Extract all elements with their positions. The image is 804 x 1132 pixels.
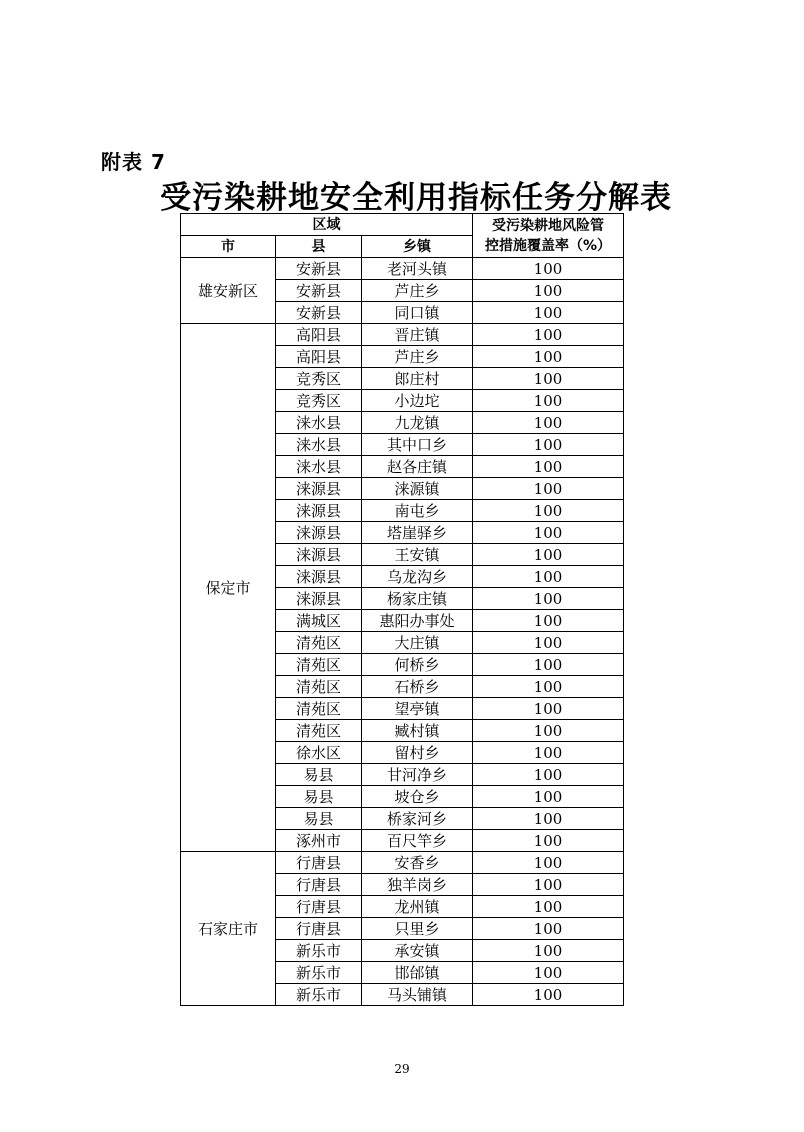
rate-cell: 100 [473,434,624,456]
rate-cell: 100 [473,280,624,302]
rate-cell: 100 [473,786,624,808]
rate-cell: 100 [473,412,624,434]
county-cell: 行唐县 [276,852,362,874]
town-cell: 赵各庄镇 [362,456,473,478]
table-row [181,852,624,874]
task-breakdown-table [180,213,624,1006]
county-cell: 新乐市 [276,984,362,1006]
county-cell: 行唐县 [276,896,362,918]
city-cell: 石家庄市 [181,852,276,1006]
county-cell: 满城区 [276,610,362,632]
county-cell: 徐水区 [276,742,362,764]
town-cell: 小边坨 [362,390,473,412]
county-cell: 涿州市 [276,830,362,852]
rate-cell: 100 [473,456,624,478]
rate-cell: 100 [473,896,624,918]
appendix-label: 附表 7 [101,150,166,174]
city-cell: 雄安新区 [181,258,276,324]
town-cell: 臧村镇 [362,720,473,742]
county-cell: 易县 [276,786,362,808]
rate-cell: 100 [473,632,624,654]
rate-cell: 100 [473,588,624,610]
town-cell: 留村乡 [362,742,473,764]
town-cell: 王安镇 [362,544,473,566]
town-cell: 老河头镇 [362,258,473,280]
rate-cell: 100 [473,940,624,962]
town-cell: 石桥乡 [362,676,473,698]
county-cell: 新乐市 [276,962,362,984]
rate-cell: 100 [473,764,624,786]
county-cell: 高阳县 [276,346,362,368]
table-body [181,258,624,1006]
town-cell: 邯邰镇 [362,962,473,984]
rate-cell: 100 [473,962,624,984]
rate-cell: 100 [473,720,624,742]
county-cell: 安新县 [276,280,362,302]
town-cell: 芦庄乡 [362,280,473,302]
rate-cell: 100 [473,874,624,896]
town-cell: 百尺竿乡 [362,830,473,852]
rate-cell: 100 [473,346,624,368]
county-cell: 涞源县 [276,544,362,566]
town-cell: 桥家河乡 [362,808,473,830]
rate-cell: 100 [473,676,624,698]
header-metric [473,214,624,258]
town-cell: 望亭镇 [362,698,473,720]
town-cell: 南屯乡 [362,500,473,522]
header-county: 县 [276,236,362,258]
county-cell: 清苑区 [276,632,362,654]
city-cell: 保定市 [181,324,276,852]
town-cell: 独羊岗乡 [362,874,473,896]
county-cell: 清苑区 [276,698,362,720]
rate-cell: 100 [473,302,624,324]
town-cell: 杨家庄镇 [362,588,473,610]
rate-cell: 100 [473,390,624,412]
county-cell: 易县 [276,808,362,830]
town-cell: 安香乡 [362,852,473,874]
county-cell: 清苑区 [276,676,362,698]
rate-cell: 100 [473,258,624,280]
town-cell: 郎庄村 [362,368,473,390]
town-cell: 甘河净乡 [362,764,473,786]
county-cell: 涞水县 [276,412,362,434]
table-row [181,258,624,280]
county-cell: 清苑区 [276,654,362,676]
county-cell: 安新县 [276,258,362,280]
county-cell: 涞源县 [276,566,362,588]
header-metric-line2: 控措施覆盖率（%） [484,237,612,254]
page-number: 29 [394,1062,410,1076]
document-title: 受污染耕地安全利用指标任务分解表 [160,180,672,216]
rate-cell: 100 [473,852,624,874]
town-cell: 芦庄乡 [362,346,473,368]
header-city: 市 [181,236,276,258]
town-cell: 惠阳办事处 [362,610,473,632]
county-cell: 涞水县 [276,434,362,456]
county-cell: 高阳县 [276,324,362,346]
county-cell: 涞源县 [276,478,362,500]
rate-cell: 100 [473,984,624,1006]
county-cell: 涞源县 [276,522,362,544]
rate-cell: 100 [473,500,624,522]
town-cell: 塔崖驿乡 [362,522,473,544]
county-cell: 竞秀区 [276,368,362,390]
county-cell: 易县 [276,764,362,786]
rate-cell: 100 [473,522,624,544]
county-cell: 新乐市 [276,940,362,962]
header-region: 区域 [181,214,473,236]
header-town: 乡镇 [362,236,473,258]
town-cell: 其中口乡 [362,434,473,456]
town-cell: 马头铺镇 [362,984,473,1006]
town-cell: 何桥乡 [362,654,473,676]
town-cell: 涞源镇 [362,478,473,500]
town-cell: 承安镇 [362,940,473,962]
rate-cell: 100 [473,654,624,676]
rate-cell: 100 [473,808,624,830]
town-cell: 大庄镇 [362,632,473,654]
rate-cell: 100 [473,830,624,852]
rate-cell: 100 [473,544,624,566]
rate-cell: 100 [473,698,624,720]
rate-cell: 100 [473,610,624,632]
town-cell: 晋庄镇 [362,324,473,346]
town-cell: 九龙镇 [362,412,473,434]
town-cell: 同口镇 [362,302,473,324]
rate-cell: 100 [473,566,624,588]
town-cell: 乌龙沟乡 [362,566,473,588]
rate-cell: 100 [473,324,624,346]
county-cell: 行唐县 [276,874,362,896]
table-row [181,324,624,346]
county-cell: 行唐县 [276,918,362,940]
county-cell: 涞水县 [276,456,362,478]
county-cell: 涞源县 [276,588,362,610]
rate-cell: 100 [473,918,624,940]
rate-cell: 100 [473,478,624,500]
header-metric-line1: 受污染耕地风险管 [492,217,604,234]
county-cell: 涞源县 [276,500,362,522]
county-cell: 安新县 [276,302,362,324]
town-cell: 坡仓乡 [362,786,473,808]
town-cell: 龙州镇 [362,896,473,918]
rate-cell: 100 [473,368,624,390]
town-cell: 只里乡 [362,918,473,940]
county-cell: 清苑区 [276,720,362,742]
county-cell: 竞秀区 [276,390,362,412]
rate-cell: 100 [473,742,624,764]
